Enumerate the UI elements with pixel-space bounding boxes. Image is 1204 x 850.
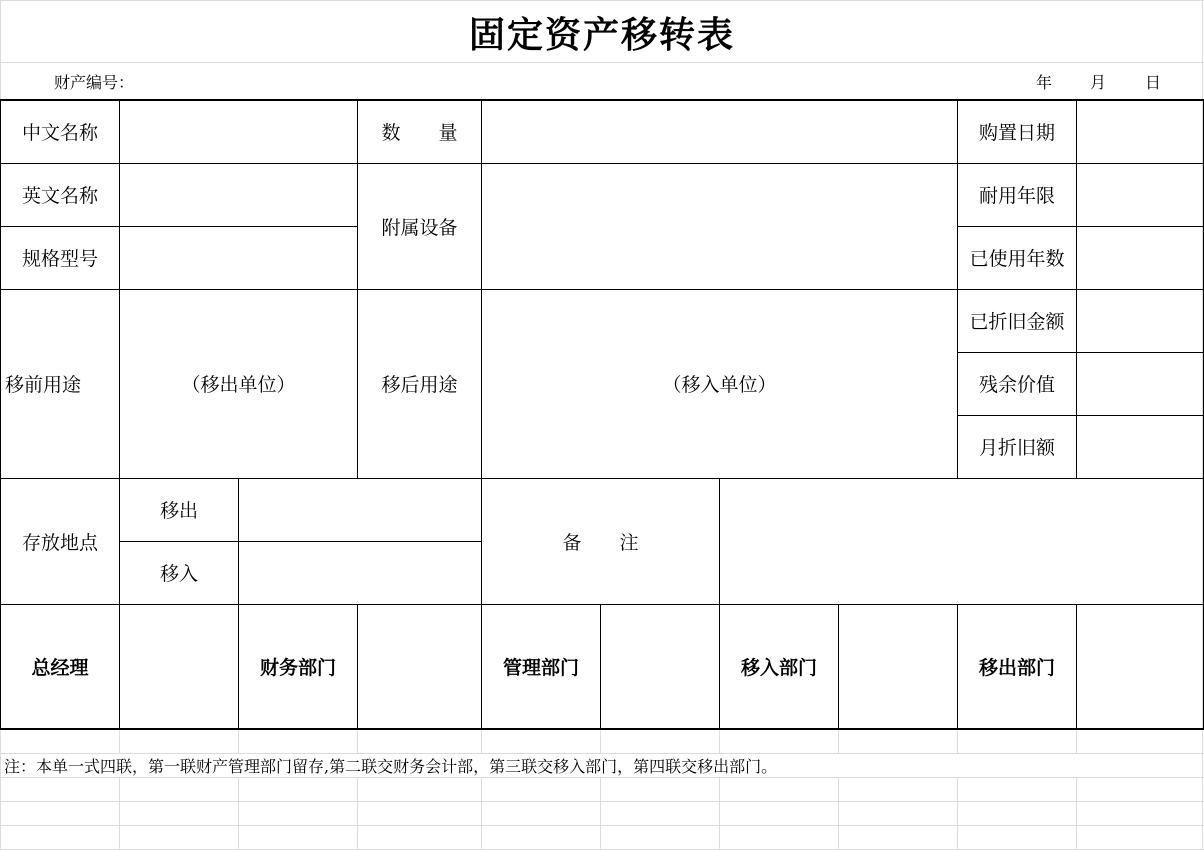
years-used-label: 已使用年数: [958, 226, 1077, 289]
monthly-depreciation-label: 月折旧额: [958, 415, 1077, 478]
year-label: 年: [1036, 73, 1053, 92]
out-dept-label: 移出部门: [958, 604, 1077, 729]
out-dept-signature[interactable]: [1077, 604, 1204, 729]
english-name-label: 英文名称: [1, 163, 120, 226]
move-out-location-field[interactable]: [239, 478, 482, 541]
service-life-field[interactable]: [1077, 163, 1204, 226]
quantity-field[interactable]: [482, 100, 958, 163]
storage-location-label: 存放地点: [1, 478, 120, 604]
years-used-field[interactable]: [1077, 226, 1204, 289]
general-manager-label: 总经理: [1, 604, 120, 729]
quantity-label: 数 量: [358, 100, 482, 163]
finance-dept-label: 财务部门: [239, 604, 358, 729]
remarks-label: 备 注: [482, 478, 720, 604]
purchase-date-field[interactable]: [1077, 100, 1204, 163]
asset-transfer-form: [0, 99, 1204, 730]
depreciation-amount-label: 已折旧金额: [958, 289, 1077, 352]
monthly-depreciation-field[interactable]: [1077, 415, 1204, 478]
spec-model-field[interactable]: [120, 226, 358, 289]
chinese-name-label: 中文名称: [1, 100, 120, 163]
prev-use-label: 移前用途: [1, 289, 120, 478]
general-manager-signature[interactable]: [120, 604, 239, 729]
move-in-label: 移入: [120, 541, 239, 604]
depreciation-amount-field[interactable]: [1077, 289, 1204, 352]
english-name-field[interactable]: [120, 163, 358, 226]
in-unit-field[interactable]: （移入单位）: [482, 289, 958, 478]
finance-dept-signature[interactable]: [358, 604, 482, 729]
chinese-name-field[interactable]: [120, 100, 358, 163]
in-dept-label: 移入部门: [720, 604, 839, 729]
out-unit-field[interactable]: （移出单位）: [120, 289, 358, 478]
purchase-date-label: 购置日期: [958, 100, 1077, 163]
page-title: 固定资产移转表: [468, 14, 735, 56]
spec-model-label: 规格型号: [1, 226, 120, 289]
month-label: 月: [1090, 73, 1107, 92]
service-life-label: 耐用年限: [958, 163, 1077, 226]
remarks-field[interactable]: [720, 478, 1204, 604]
day-label: 日: [1145, 73, 1162, 92]
management-dept-signature[interactable]: [601, 604, 720, 729]
move-in-location-field[interactable]: [239, 541, 482, 604]
in-dept-signature[interactable]: [839, 604, 958, 729]
residual-value-field[interactable]: [1077, 352, 1204, 415]
asset-number-label: 财产编号：: [54, 73, 135, 92]
after-use-label: 移后用途: [358, 289, 482, 478]
residual-value-label: 残余价值: [958, 352, 1077, 415]
management-dept-label: 管理部门: [482, 604, 601, 729]
footnote: 注：本单一式四联，第一联财产管理部门留存,第二联交财务会计部，第三联交移入部门，第四联交移出部门。: [4, 757, 778, 776]
accessories-label: 附属设备: [358, 163, 482, 289]
accessories-field[interactable]: [482, 163, 958, 289]
move-out-label: 移出: [120, 478, 239, 541]
